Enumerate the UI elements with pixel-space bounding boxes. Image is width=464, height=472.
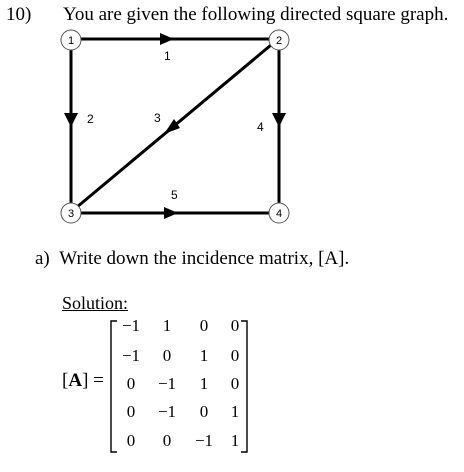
matrix-cell-r1c4: 0	[230, 316, 240, 335]
edge-5-label: 5	[171, 188, 178, 202]
matrix-right-bracket	[241, 321, 247, 452]
matrix-cell-r5c1: 0	[126, 431, 136, 450]
matrix-cell-r3c4: 0	[230, 374, 240, 393]
matrix-cell-r1c1: −1	[121, 316, 141, 335]
matrix-cell-r3c1: 0	[126, 374, 136, 393]
matrix-cells	[122, 316, 239, 450]
edge-3-label: 3	[154, 111, 161, 125]
matrix-cell-r3c3: 1	[199, 374, 209, 393]
part-a-label: a)	[35, 248, 50, 269]
node-3-label: 3	[67, 208, 75, 220]
question-text: You are given the following directed square graph.	[63, 4, 449, 25]
edge-1-label: 1	[164, 49, 171, 63]
matrix-cell-r3c2: −1	[157, 374, 177, 393]
node-4-label: 4	[275, 208, 283, 220]
part-a-text: Write down the incidence matrix, [A].	[59, 248, 350, 269]
matrix-cell-r2c3: 1	[199, 346, 209, 365]
edge-2-label: 2	[87, 112, 94, 126]
matrix-left-bracket	[111, 321, 117, 452]
matrix-cell-r1c3: 0	[199, 316, 209, 335]
node-2-label: 2	[275, 35, 283, 47]
node-1-label: 1	[67, 35, 75, 47]
matrix-cell-r2c4: 0	[230, 346, 240, 365]
matrix-cell-r2c2: 0	[162, 346, 172, 365]
matrix-cell-r5c3: −1	[194, 431, 214, 450]
solution-title: Solution:	[62, 293, 129, 313]
question-number: 10)	[6, 4, 32, 25]
matrix-cell-r4c2: −1	[157, 402, 177, 421]
matrix-cell-r4c1: 0	[126, 402, 136, 421]
matrix-cell-r1c2: 1	[162, 316, 172, 335]
matrix-label: [A] =	[62, 370, 104, 391]
matrix-cell-r2c1: −1	[121, 346, 141, 365]
edge-4-label: 4	[257, 120, 264, 134]
matrix-cell-r5c2: 0	[162, 431, 172, 450]
matrix-cell-r4c3: 0	[199, 402, 209, 421]
matrix-cell-r4c4: 1	[230, 402, 240, 421]
matrix-cell-r5c4: 1	[230, 431, 240, 450]
